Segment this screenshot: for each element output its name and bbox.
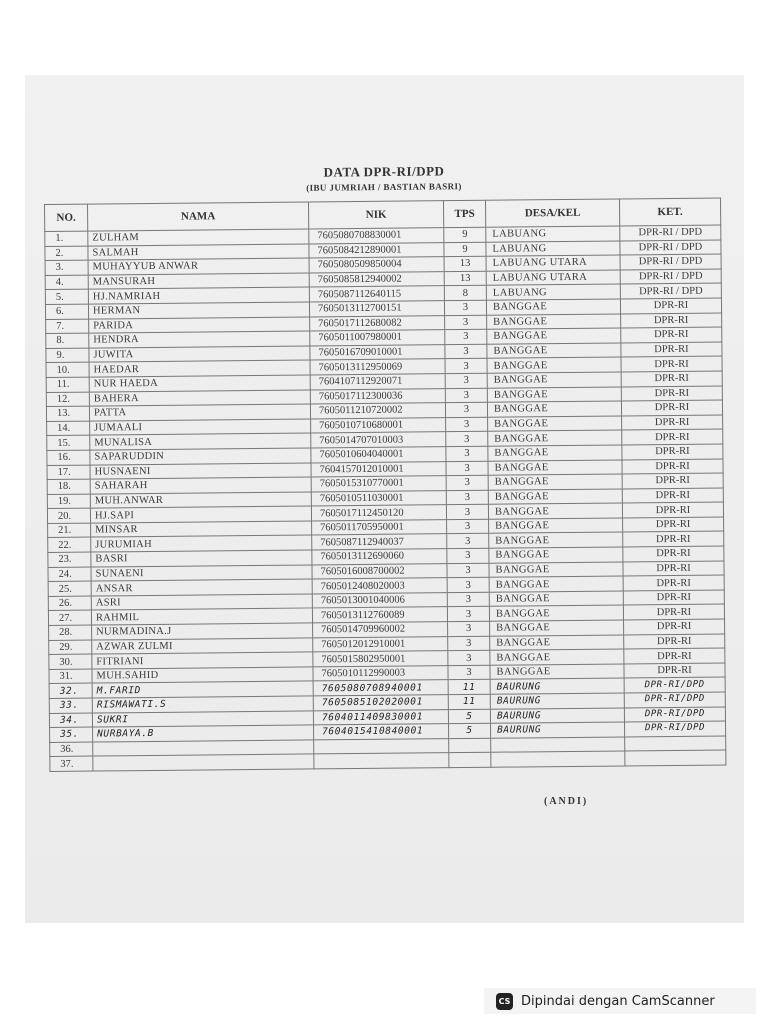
cell-nik: 7605011705950001 [312, 520, 447, 536]
cell-tps: 3 [448, 650, 490, 665]
cell-ket: DPR-RI [622, 429, 723, 445]
cell-desa-kel: BANGGAE [489, 605, 623, 621]
cell-nik: 7605080708940001 [313, 680, 448, 696]
cell-nama: M.FARID [92, 681, 313, 698]
cell-no: 3. [45, 260, 88, 275]
cell-ket: DPR-RI [624, 619, 725, 635]
cell-nik: 7605013112700151 [309, 301, 444, 317]
header-nik: NIK [308, 201, 443, 229]
cell-tps: 3 [445, 359, 487, 374]
cell-nik: 7605015802950001 [313, 651, 448, 667]
cell-nik: 7605087112640115 [309, 286, 444, 302]
cell-no: 23. [48, 552, 91, 567]
cell-tps: 3 [447, 577, 489, 592]
header-tps: TPS [443, 200, 485, 227]
cell-desa-kel [491, 751, 625, 767]
cell-nik: 7605087112940037 [312, 534, 447, 550]
cell-nik: 7605010710680001 [311, 417, 446, 433]
cell-nik: 7605011210720002 [310, 403, 445, 419]
cell-nama: SALMAH [88, 244, 309, 261]
cell-desa-kel: LABUANG UTARA [486, 255, 620, 271]
cell-nama: HJ.SAPI [90, 506, 311, 523]
cell-no: 37. [50, 756, 93, 771]
cell-nik: 7604015410840001 [314, 724, 449, 740]
cell-desa-kel: BAURUNG [490, 708, 624, 724]
cell-desa-kel [491, 737, 625, 753]
cell-tps: 9 [444, 242, 486, 257]
header-no: NO. [45, 204, 88, 231]
cell-desa-kel: BANGGAE [490, 635, 624, 651]
cell-no: 9. [46, 348, 89, 363]
cell-tps: 5 [449, 723, 491, 738]
document-title: DATA DPR-RI/DPD [323, 163, 445, 180]
cell-tps: 3 [448, 665, 490, 680]
cell-tps: 13 [444, 256, 486, 271]
cell-ket: DPR-RI [622, 488, 723, 504]
cell-no: 12. [46, 392, 89, 407]
cell-nama: MUHAYYUB ANWAR [88, 258, 309, 275]
cell-nik: 7605013112950069 [310, 359, 445, 375]
cell-nik: 7605012408020003 [312, 578, 447, 594]
cell-desa-kel: BANGGAE [487, 401, 621, 417]
cell-nik: 7605016008700002 [312, 563, 447, 579]
cell-nama: ANSAR [91, 579, 312, 596]
cell-tps: 3 [445, 329, 487, 344]
voter-table [44, 198, 726, 772]
cell-nama: JUMAALI [90, 419, 311, 436]
cell-nik: 7604011409830001 [313, 709, 448, 725]
cell-no: 36. [50, 742, 93, 757]
cell-ket: DPR-RI [621, 356, 722, 372]
cell-nama: BAHERA [89, 389, 310, 406]
cell-desa-kel: BANGGAE [488, 503, 622, 519]
cell-tps: 3 [446, 432, 488, 447]
cell-nama: JURUMIAH [91, 535, 312, 552]
cell-no: 25. [48, 581, 91, 596]
cell-no: 29. [49, 640, 92, 655]
document-subtitle: (IBU JUMRIAH / BASTIAN BASRI) [306, 181, 462, 193]
cell-desa-kel: BANGGAE [486, 299, 620, 315]
cell-nama: MANSURAH [88, 273, 309, 290]
cell-ket: DPR-RI [622, 415, 723, 431]
cell-no: 17. [47, 465, 90, 480]
cell-nik: 7605013001040006 [312, 592, 447, 608]
cell-desa-kel: BANGGAE [489, 532, 623, 548]
cell-nik: 7605080509850004 [309, 257, 444, 273]
cell-ket: DPR-RI [621, 386, 722, 402]
cell-ket: DPR-RI / DPD [620, 283, 721, 299]
cell-ket: DPR-RI/DPD [625, 721, 726, 737]
cell-nik: 7605014707010003 [311, 432, 446, 448]
cell-ket: DPR-RI [621, 371, 722, 387]
cell-tps: 3 [447, 592, 489, 607]
cell-no: 30. [49, 654, 92, 669]
cell-nama: BASRI [91, 550, 312, 567]
header-nama: NAMA [88, 202, 309, 231]
cell-tps: 3 [446, 446, 488, 461]
cell-no: 18. [47, 479, 90, 494]
cell-desa-kel: LABUANG UTARA [486, 270, 620, 286]
cell-no: 6. [45, 304, 88, 319]
cell-nik: 7605010604040001 [311, 447, 446, 463]
cell-desa-kel: BANGGAE [487, 328, 621, 344]
voter-table-wrapper [44, 198, 725, 772]
cell-nama: HUSNAENI [90, 462, 311, 479]
cell-tps: 3 [446, 475, 488, 490]
cell-nik: 7605013112690060 [312, 549, 447, 565]
cell-nama: RAHMIL [91, 608, 312, 625]
cell-desa-kel: BANGGAE [489, 576, 623, 592]
cell-no: 31. [49, 669, 92, 684]
cell-ket: DPR-RI / DPD [620, 240, 721, 256]
cell-nama: MUH.ANWAR [90, 492, 311, 509]
cell-nik: 7605084212890001 [309, 242, 444, 258]
cell-desa-kel: LABUANG [486, 241, 620, 257]
cell-nik: 7604157012010001 [311, 461, 446, 477]
cell-ket: DPR-RI [622, 473, 723, 489]
cell-desa-kel: BANGGAE [488, 416, 622, 432]
cell-nik: 7605085812940002 [309, 271, 444, 287]
cell-nama: JUWITA [89, 346, 310, 363]
cell-ket: DPR-RI/DPD [624, 692, 725, 708]
cell-tps: 3 [446, 490, 488, 505]
cell-nama: MINSAR [91, 521, 312, 538]
cell-nama: MUNALISA [90, 433, 311, 450]
cell-no: 33. [49, 698, 92, 713]
cell-ket: DPR-RI [620, 298, 721, 314]
cell-desa-kel: LABUANG [486, 226, 620, 242]
cell-nama: HJ.NAMRIAH [88, 287, 309, 304]
cell-nik: 7605012012910001 [313, 636, 448, 652]
cell-nama: SAPARUDDIN [90, 448, 311, 465]
cell-ket: DPR-RI [622, 458, 723, 474]
cell-desa-kel: BANGGAE [490, 664, 624, 680]
header-ket: KET. [619, 198, 720, 226]
cell-no: 10. [46, 362, 89, 377]
cell-ket: DPR-RI [623, 561, 724, 577]
cell-nama: SAHARAH [90, 477, 311, 494]
cell-ket: DPR-RI [623, 575, 724, 591]
cell-desa-kel: BANGGAE [489, 591, 623, 607]
cell-no: 20. [47, 508, 90, 523]
camscanner-icon: CS [496, 993, 513, 1010]
cell-nama: ZULHAM [88, 229, 309, 246]
cell-nik: 7605013112760089 [312, 607, 447, 623]
cell-desa-kel: BAURUNG [491, 722, 625, 738]
cell-nik [314, 753, 449, 769]
cell-tps: 11 [448, 680, 490, 695]
cell-no: 19. [47, 494, 90, 509]
cell-desa-kel: BANGGAE [488, 474, 622, 490]
cell-nama: FITRIANI [92, 652, 313, 669]
cell-nik: 7605010112990003 [313, 665, 448, 681]
cell-desa-kel: BANGGAE [487, 386, 621, 402]
cell-ket: DPR-RI [623, 517, 724, 533]
cell-ket: DPR-RI [623, 590, 724, 606]
cell-no: 4. [45, 275, 88, 290]
camscanner-text: Dipindai dengan CamScanner [521, 993, 715, 1009]
cell-nama: PATTA [89, 404, 310, 421]
cell-ket: DPR-RI [621, 342, 722, 358]
cell-nama: NURBAYA.B [93, 725, 314, 742]
cell-no: 28. [49, 625, 92, 640]
cell-nama: NURMADINA.J [92, 623, 313, 640]
cell-no: 15. [47, 435, 90, 450]
cell-desa-kel: BANGGAE [487, 343, 621, 359]
cell-ket: DPR-RI [623, 546, 724, 562]
cell-tps: 9 [444, 227, 486, 242]
cell-tps: 3 [445, 388, 487, 403]
cell-ket [625, 750, 726, 766]
cell-nama [93, 754, 314, 771]
cell-desa-kel: LABUANG [486, 284, 620, 300]
cell-nama: PARIDA [89, 317, 310, 334]
cell-desa-kel: BANGGAE [488, 445, 622, 461]
cell-nama: RISMAWATI.S [92, 696, 313, 713]
cell-tps: 13 [444, 271, 486, 286]
cell-nama: SUKRI [92, 711, 313, 728]
cell-desa-kel: BANGGAE [487, 372, 621, 388]
cell-no: 11. [46, 377, 89, 392]
cell-nik: 7605010511030001 [311, 490, 446, 506]
cell-nik: 7604107112920071 [310, 374, 445, 390]
cell-nama: ASRI [91, 594, 312, 611]
cell-desa-kel: BANGGAE [487, 357, 621, 373]
cell-no: 24. [48, 567, 91, 582]
cell-tps [449, 738, 491, 753]
cell-ket: DPR-RI/DPD [624, 677, 725, 693]
table-body [45, 225, 726, 771]
cell-tps: 3 [448, 636, 490, 651]
cell-nik: 7605015310770001 [311, 476, 446, 492]
cell-tps: 3 [445, 344, 487, 359]
cell-nama: MUH.SAHID [92, 667, 313, 684]
cell-tps [449, 753, 491, 768]
cell-no: 22. [48, 538, 91, 553]
cell-desa-kel: BANGGAE [489, 547, 623, 563]
cell-no: 13. [46, 406, 89, 421]
cell-desa-kel: BAURUNG [490, 693, 624, 709]
cell-tps: 3 [447, 607, 489, 622]
cell-ket: DPR-RI / DPD [620, 254, 721, 270]
cell-nik: 7605085102020001 [313, 695, 448, 711]
cell-no: 8. [46, 333, 89, 348]
cell-desa-kel: BANGGAE [488, 430, 622, 446]
cell-tps: 3 [445, 373, 487, 388]
cell-nik: 7605014709960002 [313, 622, 448, 638]
cell-ket: DPR-RI [624, 663, 725, 679]
signer-name: (ANDI) [544, 796, 589, 807]
cell-desa-kel: BANGGAE [489, 518, 623, 534]
cell-no: 7. [46, 319, 89, 334]
cell-ket: DPR-RI [623, 604, 724, 620]
camscanner-watermark [484, 988, 756, 1014]
cell-ket [625, 736, 726, 752]
cell-tps: 3 [446, 461, 488, 476]
cell-tps: 3 [447, 548, 489, 563]
cell-no: 5. [45, 289, 88, 304]
cell-tps: 3 [447, 519, 489, 534]
cell-no: 1. [45, 231, 88, 246]
cell-nik: 7605016709010001 [310, 344, 445, 360]
cell-no: 16. [47, 450, 90, 465]
cell-ket: DPR-RI [623, 531, 724, 547]
cell-tps: 3 [448, 621, 490, 636]
cell-tps: 3 [447, 534, 489, 549]
cell-nik: 7605080708830001 [309, 228, 444, 244]
cell-nama: HENDRA [89, 331, 310, 348]
cell-tps: 11 [448, 694, 490, 709]
cell-ket: DPR-RI / DPD [620, 225, 721, 241]
cell-nama: NUR HAEDA [89, 375, 310, 392]
cell-nik: 7605017112300036 [310, 388, 445, 404]
cell-desa-kel: BANGGAE [490, 620, 624, 636]
cell-desa-kel: BANGGAE [488, 489, 622, 505]
cell-no: 14. [47, 421, 90, 436]
cell-no: 32. [49, 683, 92, 698]
cell-ket: DPR-RI [621, 327, 722, 343]
cell-desa-kel: BANGGAE [488, 459, 622, 475]
cell-nik [314, 738, 449, 754]
cell-tps: 3 [445, 315, 487, 330]
cell-no: 21. [48, 523, 91, 538]
cell-no: 26. [48, 596, 91, 611]
cell-nama: HAEDAR [89, 360, 310, 377]
cell-ket: DPR-RI [622, 502, 723, 518]
cell-nik: 7605011007980001 [310, 330, 445, 346]
cell-desa-kel: BANGGAE [487, 314, 621, 330]
cell-tps: 5 [448, 709, 490, 724]
cell-ket: DPR-RI / DPD [620, 269, 721, 285]
cell-nama: HERMAN [88, 302, 309, 319]
cell-tps: 8 [444, 286, 486, 301]
cell-no: 35. [50, 727, 93, 742]
cell-nama: SUNAENI [91, 565, 312, 582]
cell-desa-kel: BAURUNG [490, 678, 624, 694]
cell-no: 2. [45, 246, 88, 261]
header-desa-kel: DESA/KEL [485, 199, 619, 227]
cell-tps: 3 [444, 300, 486, 315]
cell-tps: 3 [446, 417, 488, 432]
cell-nama: AZWAR ZULMI [92, 638, 313, 655]
cell-ket: DPR-RI [622, 444, 723, 460]
cell-ket: DPR-RI/DPD [624, 707, 725, 723]
cell-nik: 7605017112680082 [310, 315, 445, 331]
cell-desa-kel: BANGGAE [490, 649, 624, 665]
cell-desa-kel: BANGGAE [489, 562, 623, 578]
cell-tps: 3 [447, 563, 489, 578]
cell-nik: 7605017112450120 [311, 505, 446, 521]
cell-tps: 3 [445, 402, 487, 417]
cell-tps: 3 [446, 505, 488, 520]
cell-ket: DPR-RI [621, 313, 722, 329]
cell-ket: DPR-RI [624, 634, 725, 650]
cell-no: 27. [48, 611, 91, 626]
cell-no: 34. [49, 713, 92, 728]
cell-ket: DPR-RI [621, 400, 722, 416]
cell-ket: DPR-RI [624, 648, 725, 664]
